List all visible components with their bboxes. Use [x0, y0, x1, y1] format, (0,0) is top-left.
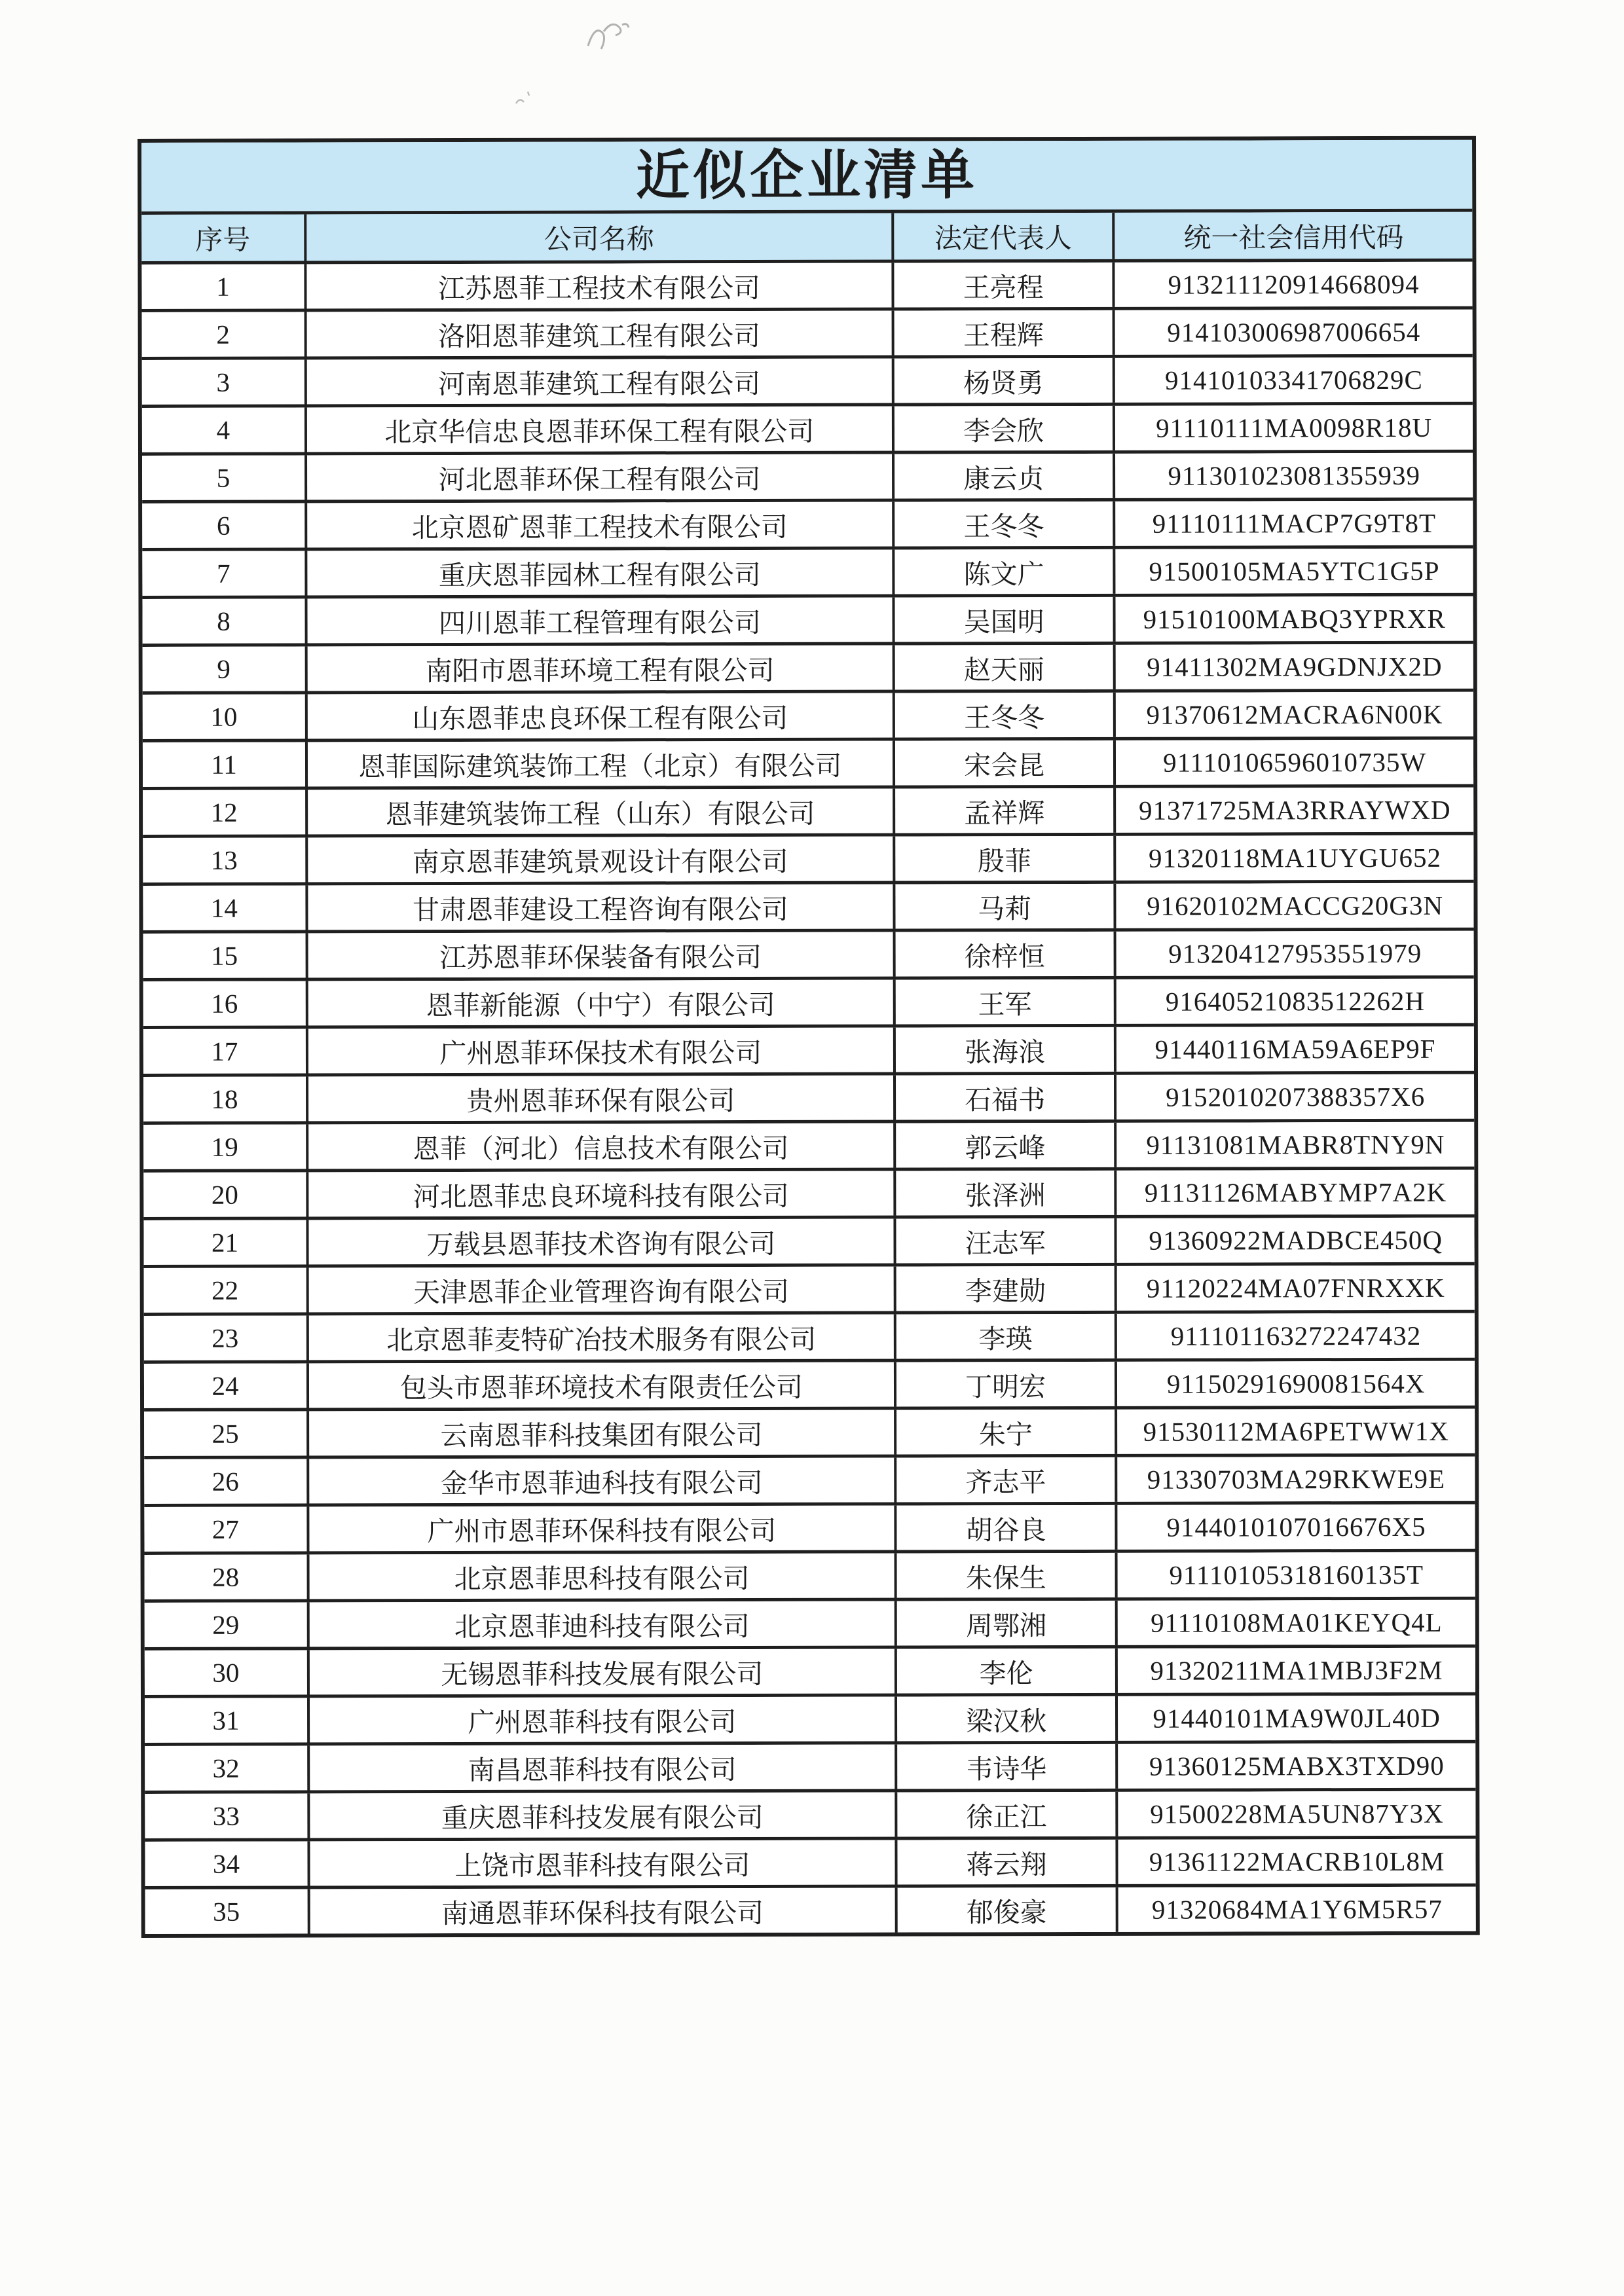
cell-legal-rep: 康云贞 — [892, 454, 1113, 499]
cell-credit-code: 91440101MA9W0JL40D — [1115, 1696, 1475, 1741]
cell-legal-rep: 徐梓恒 — [893, 932, 1114, 977]
cell-credit-code: 91131126MABYMP7A2K — [1115, 1170, 1475, 1215]
cell-company: 广州恩菲环保技术有限公司 — [306, 1028, 893, 1074]
table-row — [145, 1552, 1475, 1603]
cell-company: 万载县恩菲技术咨询有限公司 — [306, 1219, 893, 1265]
cell-no: 22 — [212, 1275, 239, 1305]
cell-company: 恩菲新能源（中宁）有限公司 — [306, 980, 893, 1026]
cell-credit-code: 91360125MABX3TXD90 — [1115, 1743, 1475, 1789]
cell-no: 27 — [212, 1514, 239, 1544]
cell-credit-code: 911101163272247432 — [1115, 1313, 1475, 1358]
cell-credit-code: 91640521083512262H — [1114, 979, 1474, 1024]
table-row — [142, 549, 1473, 599]
cell-credit-code: 91330703MA29RKWE9E — [1115, 1457, 1475, 1502]
table-row — [143, 1122, 1474, 1173]
table-row — [144, 1361, 1475, 1412]
table-row — [145, 1696, 1475, 1746]
cell-credit-code: 91110111MACP7G9T8T — [1113, 501, 1473, 546]
cell-credit-code: 913211120914668094 — [1113, 262, 1473, 307]
cell-legal-rep: 陈文广 — [892, 549, 1113, 594]
cell-credit-code: 91110108MA01KEYQ4L — [1115, 1600, 1475, 1645]
cell-no: 14 — [210, 892, 238, 923]
cell-company: 河北恩菲忠良环境科技有限公司 — [306, 1171, 893, 1217]
cell-company: 贵州恩菲环保有限公司 — [306, 1076, 893, 1121]
table-row — [142, 596, 1473, 647]
column-header-legal-rep: 法定代表人 — [891, 213, 1112, 260]
cell-no: 20 — [211, 1179, 238, 1210]
cell-no: 6 — [216, 510, 231, 541]
table-row — [143, 1074, 1474, 1125]
cell-no: 15 — [211, 940, 238, 971]
table-row — [143, 740, 1473, 790]
cell-legal-rep: 李建勋 — [894, 1266, 1115, 1311]
cell-no: 7 — [217, 558, 231, 589]
cell-company: 南昌恩菲科技有限公司 — [307, 1745, 895, 1791]
page-title: 近似企业清单 — [636, 145, 978, 206]
cell-no: 8 — [217, 606, 231, 636]
table-row — [142, 310, 1473, 360]
cell-no: 25 — [212, 1418, 239, 1449]
cell-company: 北京恩菲思科技有限公司 — [306, 1554, 894, 1599]
cell-company: 南通恩菲环保科技有限公司 — [307, 1888, 895, 1934]
cell-company: 山东恩菲忠良环保工程有限公司 — [305, 693, 893, 739]
column-header-company: 公司名称 — [304, 213, 891, 261]
table-row — [142, 357, 1473, 408]
cell-no: 1 — [216, 271, 230, 302]
cell-credit-code: 91320684MA1Y6M5R57 — [1116, 1887, 1476, 1932]
cell-legal-rep: 丁明宏 — [894, 1362, 1115, 1407]
table-header-row — [141, 212, 1472, 264]
table-row — [143, 692, 1473, 742]
cell-no: 24 — [212, 1370, 239, 1401]
cell-legal-rep: 齐志平 — [894, 1457, 1115, 1503]
cell-credit-code: 914103006987006654 — [1113, 310, 1473, 355]
cell-legal-rep: 韦诗华 — [895, 1744, 1115, 1789]
table-row — [143, 931, 1474, 981]
similar-enterprises-table — [138, 136, 1480, 1938]
cell-legal-rep: 张泽洲 — [893, 1171, 1114, 1216]
cell-legal-rep: 朱宁 — [894, 1410, 1115, 1455]
cell-legal-rep: 汪志军 — [893, 1218, 1114, 1264]
cell-legal-rep: 李会欣 — [892, 406, 1113, 451]
cell-company: 甘肃恩菲建设工程咨询有限公司 — [305, 884, 893, 930]
cell-legal-rep: 周鄂湘 — [895, 1601, 1115, 1646]
cell-no: 11 — [211, 749, 237, 780]
cell-no: 9 — [217, 653, 231, 684]
cell-credit-code: 91320211MA1MBJ3F2M — [1115, 1648, 1475, 1693]
cell-no: 33 — [212, 1800, 240, 1831]
cell-legal-rep: 殷菲 — [893, 836, 1113, 881]
cell-company: 恩菲（河北）信息技术有限公司 — [306, 1123, 893, 1169]
cell-company: 北京恩菲迪科技有限公司 — [307, 1601, 895, 1647]
cell-no: 34 — [212, 1848, 240, 1879]
cell-credit-code: 91110111MA0098R18U — [1113, 405, 1473, 450]
cell-credit-code: 91500105MA5YTC1G5P — [1113, 549, 1473, 594]
cell-company: 四川恩菲工程管理有限公司 — [304, 598, 892, 644]
cell-no: 2 — [216, 319, 230, 350]
cell-legal-rep: 徐正江 — [895, 1792, 1115, 1837]
cell-no: 17 — [211, 1036, 238, 1066]
cell-credit-code: 91410103341706829C — [1113, 357, 1473, 403]
cell-company: 无锡恩菲科技发展有限公司 — [307, 1649, 895, 1695]
table-row — [145, 1839, 1475, 1889]
table-row — [143, 979, 1474, 1029]
cell-legal-rep: 胡谷良 — [894, 1505, 1115, 1550]
cell-credit-code: 91110105318160135T — [1115, 1552, 1475, 1597]
cell-legal-rep: 蒋云翔 — [895, 1840, 1115, 1885]
cell-company: 金华市恩菲迪科技有限公司 — [306, 1458, 894, 1504]
cell-legal-rep: 郁俊豪 — [895, 1887, 1116, 1933]
table-row — [143, 788, 1473, 838]
cell-company: 恩菲国际建筑装饰工程（北京）有限公司 — [305, 741, 893, 787]
cell-company: 云南恩菲科技集团有限公司 — [306, 1410, 894, 1456]
cell-credit-code: 91620102MACCG20G3N — [1114, 883, 1474, 928]
table-row — [145, 1791, 1475, 1842]
cell-no: 12 — [210, 797, 238, 828]
table-row — [143, 835, 1473, 886]
cell-credit-code: 91131081MABR8TNY9N — [1114, 1122, 1474, 1167]
cell-credit-code: 9144010107016676X5 — [1115, 1504, 1475, 1550]
cell-credit-code: 91360922MADBCE450Q — [1115, 1218, 1475, 1263]
cell-credit-code: 91411302MA9GDNJX2D — [1113, 644, 1473, 689]
table-row — [145, 1743, 1475, 1794]
cell-no: 31 — [212, 1705, 240, 1736]
cell-company: 包头市恩菲环境技术有限责任公司 — [306, 1362, 894, 1408]
cell-company: 江苏恩菲工程技术有限公司 — [304, 263, 891, 309]
cell-no: 32 — [212, 1753, 240, 1783]
cell-no: 28 — [212, 1561, 240, 1592]
cell-credit-code: 913204127953551979 — [1114, 931, 1474, 976]
table-row — [143, 1027, 1474, 1077]
table-row — [144, 1409, 1475, 1459]
cell-company: 天津恩菲企业管理咨询有限公司 — [306, 1267, 894, 1313]
cell-credit-code: 91110106596010735W — [1113, 740, 1473, 785]
table-row — [141, 262, 1472, 312]
cell-company: 广州恩菲科技有限公司 — [307, 1697, 895, 1743]
cell-legal-rep: 李瑛 — [894, 1314, 1115, 1359]
cell-no: 13 — [210, 845, 238, 875]
cell-credit-code: 91320118MA1UYGU652 — [1114, 835, 1474, 881]
cell-company: 重庆恩菲科技发展有限公司 — [307, 1793, 895, 1838]
cell-no: 26 — [212, 1466, 239, 1497]
table-row — [144, 1457, 1475, 1507]
table-row — [143, 1218, 1474, 1268]
cell-credit-code: 911301023081355939 — [1113, 453, 1473, 498]
cell-credit-code: 91510100MABQ3YPRXR — [1113, 596, 1473, 642]
column-header-no: 序号 — [195, 225, 251, 256]
table-row — [142, 501, 1473, 551]
cell-no: 30 — [212, 1657, 240, 1688]
cell-no: 35 — [213, 1896, 240, 1927]
table-row — [142, 453, 1473, 503]
cell-credit-code: 91370612MACRA6N00K — [1113, 692, 1473, 737]
cell-no: 10 — [210, 701, 238, 732]
cell-legal-rep: 孟祥辉 — [893, 788, 1113, 833]
cell-no: 19 — [211, 1131, 238, 1162]
scan-artifact — [511, 85, 537, 111]
table-row — [143, 644, 1473, 695]
table-row — [145, 1887, 1476, 1934]
table-title-row — [141, 140, 1472, 215]
cell-no: 18 — [211, 1084, 238, 1114]
column-header-credit-code: 统一社会信用代码 — [1113, 212, 1473, 259]
cell-company: 南阳市恩菲环境工程有限公司 — [305, 646, 893, 691]
cell-no: 3 — [216, 367, 231, 397]
cell-legal-rep: 张海浪 — [893, 1027, 1114, 1072]
cell-legal-rep: 李伦 — [895, 1649, 1115, 1694]
cell-legal-rep: 杨贤勇 — [892, 358, 1113, 403]
cell-credit-code: 91120224MA07FNRXXK — [1115, 1266, 1475, 1311]
cell-credit-code: 91530112MA6PETWW1X — [1115, 1409, 1475, 1454]
cell-no: 23 — [212, 1322, 239, 1353]
cell-legal-rep: 赵天丽 — [893, 645, 1113, 690]
cell-company: 广州市恩菲环保科技有限公司 — [306, 1506, 894, 1552]
cell-legal-rep: 王冬冬 — [893, 693, 1113, 738]
table-row — [143, 1170, 1474, 1220]
cell-legal-rep: 王冬冬 — [892, 501, 1113, 547]
cell-company: 江苏恩菲环保装备有限公司 — [305, 932, 893, 978]
table-row — [142, 405, 1473, 456]
table-row — [144, 1313, 1475, 1364]
table-row — [145, 1600, 1475, 1650]
cell-legal-rep: 王亮程 — [891, 263, 1112, 308]
cell-credit-code: 9152010207388357X6 — [1114, 1074, 1474, 1120]
cell-credit-code: 91150291690081564X — [1115, 1361, 1475, 1406]
cell-company: 北京恩菲麦特矿冶技术服务有限公司 — [306, 1315, 894, 1360]
cell-legal-rep: 石福书 — [893, 1075, 1114, 1120]
cell-company: 河北恩菲环保工程有限公司 — [304, 454, 892, 500]
cell-company: 北京华信忠良恩菲环保工程有限公司 — [304, 407, 892, 452]
table-row — [145, 1648, 1475, 1698]
cell-no: 5 — [216, 462, 231, 493]
cell-company: 河南恩菲建筑工程有限公司 — [304, 359, 892, 405]
cell-credit-code: 91500228MA5UN87Y3X — [1116, 1791, 1476, 1836]
cell-legal-rep: 马莉 — [893, 884, 1113, 929]
scan-artifact — [576, 13, 648, 65]
table-row — [143, 883, 1473, 934]
cell-credit-code: 91361122MACRB10L8M — [1116, 1839, 1476, 1884]
cell-legal-rep: 梁汉秋 — [895, 1696, 1115, 1741]
cell-no: 16 — [211, 988, 238, 1019]
cell-legal-rep: 王程辉 — [892, 310, 1113, 355]
cell-company: 洛阳恩菲建筑工程有限公司 — [304, 311, 891, 357]
cell-legal-rep: 王军 — [893, 979, 1114, 1025]
cell-company: 恩菲建筑装饰工程（山东）有限公司 — [305, 789, 893, 835]
cell-legal-rep: 朱保生 — [895, 1553, 1115, 1598]
table-body — [141, 262, 1475, 1934]
cell-company: 南京恩菲建筑景观设计有限公司 — [305, 837, 893, 883]
cell-no: 21 — [211, 1227, 239, 1258]
cell-no: 4 — [216, 414, 231, 445]
cell-legal-rep: 宋会昆 — [893, 740, 1113, 786]
table-row — [144, 1504, 1475, 1555]
cell-company: 上饶市恩菲科技有限公司 — [307, 1840, 895, 1886]
cell-legal-rep: 吴国明 — [892, 597, 1113, 642]
cell-no: 29 — [212, 1609, 240, 1640]
cell-credit-code: 91440116MA59A6EP9F — [1114, 1027, 1474, 1072]
cell-credit-code: 91371725MA3RRAYWXD — [1113, 788, 1473, 833]
cell-legal-rep: 郭云峰 — [893, 1123, 1114, 1168]
cell-company: 重庆恩菲园林工程有限公司 — [304, 550, 892, 596]
cell-company: 北京恩矿恩菲工程技术有限公司 — [304, 502, 892, 548]
table-row — [144, 1266, 1475, 1316]
